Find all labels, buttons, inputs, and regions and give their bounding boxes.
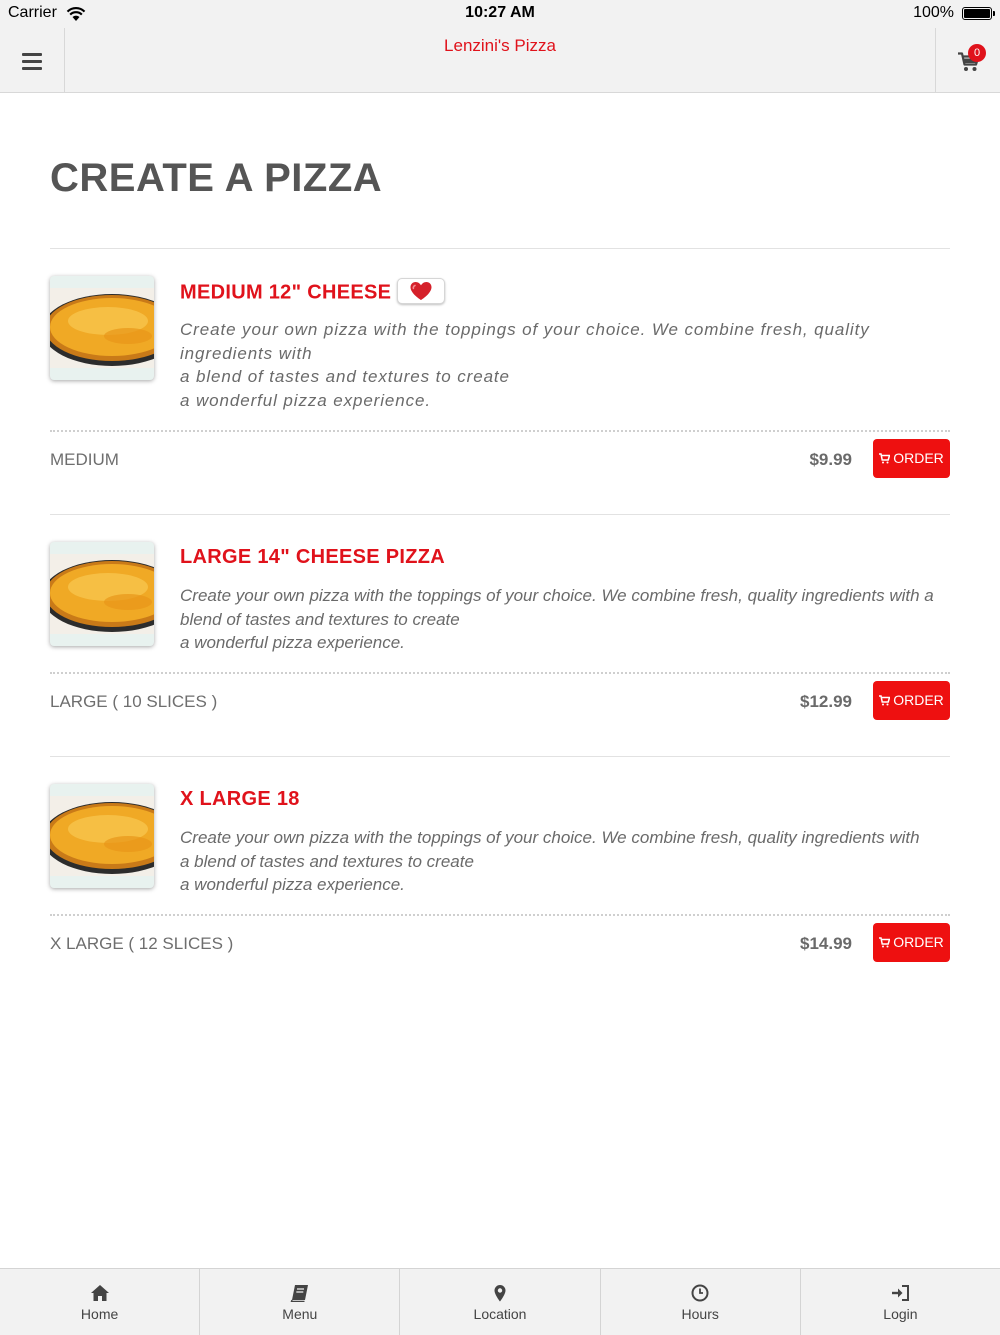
cart-icon: [879, 937, 890, 948]
pizza-thumbnail[interactable]: [50, 276, 154, 380]
description-line: a wonderful pizza experience.: [180, 390, 432, 410]
order-button[interactable]: [873, 681, 950, 720]
pizza-image: [50, 554, 154, 634]
description-line: a wonderful pizza experience.: [180, 633, 405, 652]
cart-button[interactable]: [935, 28, 1000, 92]
nav-bar: [0, 28, 1000, 93]
item-name-text: MEDIUM 12" CHEESE: [180, 281, 392, 304]
sign-in-icon: [890, 1284, 910, 1302]
description-line: a blend of tastes and textures to create: [180, 851, 474, 871]
size-option-label: X LARGE ( 12 SLICES ): [50, 934, 234, 953]
dotted-separator: [50, 672, 950, 674]
item-description: [180, 318, 940, 412]
hamburger-icon-bar: [22, 60, 42, 63]
home-icon: [90, 1284, 110, 1302]
tab-label: Hours: [681, 1306, 719, 1322]
tab-hours[interactable]: [601, 1269, 801, 1335]
item-price: $9.99: [809, 450, 852, 469]
tab-label: Menu: [282, 1306, 318, 1322]
pizza-thumbnail[interactable]: [50, 784, 154, 888]
description-line: Create your own pizza with the toppings of your choice. We combine fresh, quality: [180, 320, 870, 339]
section-divider: [50, 514, 950, 515]
dotted-separator: [50, 914, 950, 916]
tab-home[interactable]: [0, 1269, 200, 1335]
hamburger-icon-bar: [22, 67, 42, 70]
cart-icon: [879, 695, 890, 706]
size-option-label: LARGE ( 10 SLICES ): [50, 692, 218, 711]
item-name[interactable]: [180, 280, 445, 306]
favorite-button[interactable]: [397, 278, 445, 304]
dotted-separator: [50, 430, 950, 432]
tab-label: Home: [80, 1306, 119, 1322]
tab-location[interactable]: [400, 1269, 600, 1335]
heart-icon: [409, 281, 433, 301]
map-pin-icon: [490, 1284, 510, 1302]
status-bar: [0, 0, 1000, 28]
item-name[interactable]: X LARGE 18: [180, 788, 300, 810]
page-title: CREATE A PIZZA: [50, 156, 383, 200]
book-icon: [290, 1284, 310, 1302]
item-name[interactable]: LARGE 14" CHEESE PIZZA: [180, 546, 446, 568]
description-line: a wonderful pizza experience.: [180, 875, 405, 894]
description-line: blend of tastes and textures to create: [180, 609, 460, 629]
order-button-label: ORDER: [893, 934, 944, 950]
size-option-label: MEDIUM: [50, 450, 119, 469]
pizza-image: [50, 796, 154, 876]
order-button[interactable]: [873, 923, 950, 962]
section-divider: [50, 756, 950, 757]
clock-icon: [690, 1284, 710, 1302]
tab-label: Location: [473, 1306, 527, 1322]
order-button[interactable]: [873, 439, 950, 478]
restaurant-title: Lenzini's Pizza: [444, 36, 556, 55]
tab-label: Login: [883, 1306, 918, 1322]
item-description: [180, 584, 940, 655]
description-line: ingredients with: [180, 343, 313, 363]
cart-count-badge: 0: [968, 44, 986, 62]
pizza-image: [50, 288, 154, 368]
pizza-thumbnail[interactable]: [50, 542, 154, 646]
bottom-tab-bar: [0, 1268, 1000, 1335]
carrier-label: Carrier: [8, 4, 57, 21]
item-description: [180, 826, 940, 897]
battery-icon: [962, 7, 992, 20]
tab-login[interactable]: [801, 1269, 1000, 1335]
order-button-label: ORDER: [893, 692, 944, 708]
cart-icon: [879, 453, 890, 464]
item-price: $14.99: [800, 934, 852, 953]
description-line: Create your own pizza with the toppings of your choice. We combine fresh, quality ingredients with: [180, 828, 920, 847]
order-button-label: ORDER: [893, 450, 944, 466]
description-line: Create your own pizza with the toppings of your choice. We combine fresh, quality ingredients with a: [180, 586, 934, 605]
battery-percent: 100%: [913, 4, 954, 21]
item-price: $12.99: [800, 692, 852, 711]
tab-menu[interactable]: [200, 1269, 400, 1335]
description-line: a blend of tastes and textures to create: [180, 367, 510, 386]
section-divider: [50, 248, 950, 249]
clock-time: 10:27 AM: [465, 4, 535, 21]
